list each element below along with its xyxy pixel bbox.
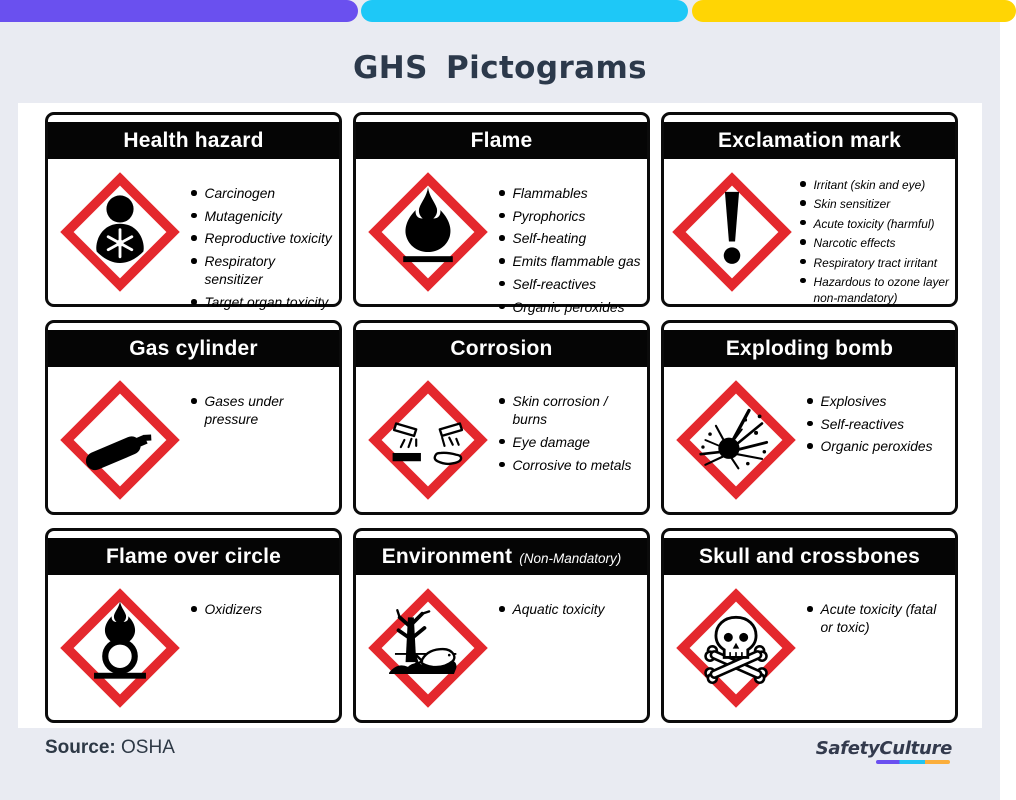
card-subtitle: (Non-Mandatory): [519, 550, 622, 566]
pictogram-card: [661, 528, 958, 723]
hazard-item: [807, 393, 951, 411]
card-header: [48, 538, 339, 575]
hazard-item: [499, 434, 643, 452]
hazard-item-text: Corrosive to metals: [512, 457, 632, 473]
card-header: [664, 122, 955, 159]
hazard-item: [800, 255, 951, 271]
hazard-item-text: Organic peroxides: [512, 299, 625, 315]
hazard-item-text: Aquatic toxicity: [512, 602, 605, 617]
hazard-list: [800, 159, 955, 304]
ghs-diamond: [664, 575, 807, 720]
hazard-item-text: Irritant (skin and eye): [813, 178, 926, 192]
hazard-item-text: Gases under pressure: [204, 394, 284, 428]
hazard-item-text: Skin corrosion / burns: [512, 394, 608, 428]
ghs-diamond: [356, 159, 499, 304]
hazard-item-text: Self-heating: [512, 231, 587, 247]
hazard-item-text: Oxidizers: [204, 602, 262, 617]
hazard-list: [191, 367, 339, 512]
brand-wordmark: SafetyCulture: [815, 738, 952, 759]
hazard-item-text: Carcinogen: [204, 186, 276, 201]
bullet-icon: [191, 235, 197, 241]
bullet-icon: [800, 220, 806, 226]
hazard-item: [800, 177, 951, 193]
hazard-item: [499, 299, 643, 317]
card-header: [664, 330, 955, 367]
accent-pill-cyan: [361, 0, 688, 22]
hazard-item: [499, 276, 643, 294]
bullet-icon: [499, 439, 505, 445]
bullet-icon: [800, 278, 806, 284]
hazard-item-text: Explosives: [820, 394, 887, 409]
card-title: Environment: [381, 544, 513, 568]
pictogram-card: [661, 112, 958, 307]
exploding-bomb-pictogram-icon: [677, 381, 795, 499]
pictogram-card: [45, 320, 342, 515]
hazard-item: [499, 208, 643, 226]
hazard-item: [807, 601, 951, 637]
hazard-item-text: Organic peroxides: [820, 439, 933, 455]
accent-pill-purple: [0, 0, 358, 22]
hazard-item-text: Mutagenicity: [204, 208, 282, 224]
hazard-item: [191, 294, 335, 312]
pictogram-card: [353, 320, 650, 515]
card-header: [664, 538, 955, 575]
card-body: [48, 575, 339, 720]
pictogram-card: [353, 112, 650, 315]
card-title: Skull and crossbones: [698, 544, 921, 568]
hazard-item-text: Self-reactives: [512, 276, 597, 292]
hazard-item-text: Target organ toxicity: [204, 295, 329, 311]
pictogram-grid: [45, 112, 958, 723]
source-value: OSHA: [121, 737, 175, 758]
card-title: Exploding bomb: [725, 336, 894, 360]
bullet-icon: [807, 421, 813, 427]
hazard-item: [800, 196, 951, 212]
ghs-diamond: [48, 159, 191, 304]
bullet-icon: [499, 258, 505, 264]
card-title: Flame: [470, 128, 533, 152]
bullet-icon: [800, 259, 806, 265]
bullet-icon: [191, 190, 197, 196]
hazard-item-text: Self-reactives: [820, 416, 905, 432]
pictogram-card: [353, 528, 650, 723]
bullet-icon: [499, 398, 505, 404]
card-title: Health hazard: [123, 128, 264, 152]
bullet-icon: [800, 239, 806, 245]
bullet-icon: [499, 606, 505, 612]
pictogram-card: [45, 112, 342, 311]
hazard-item: [499, 185, 643, 203]
hazard-item: [191, 185, 335, 203]
accent-pill-yellow: [692, 0, 1016, 22]
exclamation-mark-pictogram-icon: [673, 173, 791, 291]
hazard-item-text: Acute toxicity (harmful): [813, 216, 935, 231]
hazard-item-text: Pyrophorics: [512, 208, 586, 224]
top-accent-bar: [0, 0, 1000, 22]
ghs-diamond: [48, 367, 191, 512]
card-body: [356, 159, 647, 315]
card-body: [664, 159, 955, 304]
hazard-item: [807, 416, 951, 434]
hazard-item-text: Emits flammable gas: [512, 254, 641, 270]
hazard-list: [807, 575, 955, 720]
hazard-list: [499, 367, 647, 512]
card-body: [48, 367, 339, 512]
bullet-icon: [807, 443, 813, 449]
card-body: [664, 367, 955, 512]
ghs-diamond: [356, 575, 499, 720]
card-header: [48, 330, 339, 367]
card-header: [48, 122, 339, 159]
cards-panel: [18, 103, 982, 728]
ghs-diamond: [48, 575, 191, 720]
card-title: Flame over circle: [106, 544, 281, 568]
bullet-icon: [499, 213, 505, 219]
flame-over-circle-pictogram-icon: [61, 589, 179, 707]
page-title: GHS Pictograms: [352, 50, 648, 86]
bullet-icon: [191, 606, 197, 612]
hazard-item: [499, 393, 643, 429]
source-label: Source:: [45, 737, 116, 758]
hazard-item: [499, 230, 643, 248]
bullet-icon: [499, 462, 505, 468]
ghs-diamond: [356, 367, 499, 512]
card-body: [356, 575, 647, 720]
card-title: Exclamation mark: [718, 128, 901, 152]
hazard-item: [499, 457, 643, 475]
bullet-icon: [807, 606, 813, 612]
brand-logo: [816, 738, 952, 764]
hazard-item-text: Narcotic effects: [813, 236, 896, 251]
hazard-item-text: Reproductive toxicity: [204, 231, 332, 247]
hazard-item: [807, 438, 951, 456]
hazard-item: [800, 216, 951, 232]
skull-and-crossbones-pictogram-icon: [677, 589, 795, 707]
hazard-item-text: Respiratory tract irritant: [813, 255, 938, 270]
hazard-item-text: Hazardous to ozone layer non-mandatory): [813, 274, 949, 306]
hazard-item: [191, 230, 335, 248]
card-body: [356, 367, 647, 512]
bullet-icon: [499, 304, 505, 310]
card-header: [356, 330, 647, 367]
ghs-diamond: [664, 159, 800, 304]
hazard-item: [191, 253, 335, 289]
hazard-item-text: Respiratory sensitizer: [204, 254, 276, 288]
gas-cylinder-pictogram-icon: [61, 381, 179, 499]
bullet-icon: [807, 398, 813, 404]
hazard-list: [499, 575, 647, 720]
hazard-list: [191, 575, 339, 720]
hazard-item: [499, 601, 643, 619]
hazard-list: [499, 159, 647, 315]
hazard-list: [807, 367, 955, 512]
ghs-diamond: [664, 367, 807, 512]
bullet-icon: [191, 213, 197, 219]
bullet-icon: [191, 299, 197, 305]
hazard-item-text: Skin sensitizer: [813, 197, 891, 212]
hazard-item: [191, 601, 335, 619]
bullet-icon: [499, 235, 505, 241]
pictogram-card: [661, 320, 958, 515]
hazard-item-text: Flammables: [512, 186, 588, 201]
bullet-icon: [800, 181, 806, 187]
card-header: [356, 538, 647, 575]
hazard-item: [800, 274, 951, 306]
hazard-item: [499, 253, 643, 271]
bullet-icon: [800, 200, 806, 206]
hazard-item-text: Acute toxicity (fatal or toxic): [820, 602, 937, 636]
card-title: Gas cylinder: [129, 336, 258, 360]
bullet-icon: [191, 398, 197, 404]
hazard-item: [191, 393, 335, 429]
health-hazard-pictogram-icon: [61, 173, 179, 291]
brand-underline-icon: [876, 760, 950, 764]
source-note: [45, 737, 175, 759]
flame-pictogram-icon: [369, 173, 487, 291]
corrosion-pictogram-icon: [369, 381, 487, 499]
hazard-item: [191, 208, 335, 226]
environment-pictogram-icon: [369, 589, 487, 707]
card-body: [48, 159, 339, 311]
bullet-icon: [191, 258, 197, 264]
card-title: Corrosion: [450, 336, 553, 360]
pictogram-card: [45, 528, 342, 723]
bullet-icon: [499, 190, 505, 196]
card-body: [664, 575, 955, 720]
card-header: [356, 122, 647, 159]
hazard-list: [191, 159, 339, 311]
hazard-item: [800, 235, 951, 251]
bullet-icon: [499, 281, 505, 287]
hazard-item-text: Eye damage: [512, 434, 590, 450]
